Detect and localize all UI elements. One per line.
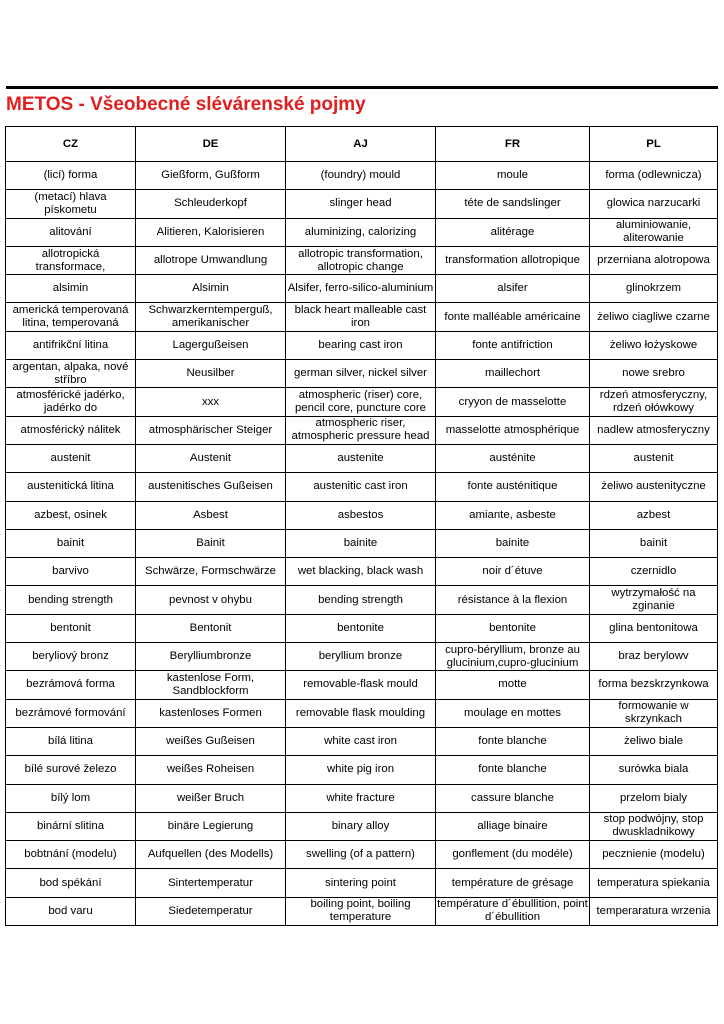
cell-pl: żeliwo łożyskowe [590, 331, 718, 359]
table-row [6, 360, 718, 388]
cell-de: Bentonit [136, 614, 286, 642]
cell-pl: pecznienie (modelu) [590, 841, 718, 869]
cell-pl: żeliwo biale [590, 727, 718, 755]
table-row [6, 529, 718, 557]
cell-fr: austénite [436, 444, 590, 472]
cell-pl: aluminiowanie, aliterowanie [590, 218, 718, 246]
cell-cz: bílý lom [6, 784, 136, 812]
cell-aj: white fracture [286, 784, 436, 812]
cell-fr: transformation allotropique [436, 246, 590, 274]
cell-fr: moulage en mottes [436, 699, 590, 727]
cell-de: Alsimin [136, 275, 286, 303]
cell-fr: fonte austénitique [436, 473, 590, 501]
cell-fr: bentonite [436, 614, 590, 642]
cell-pl: glina bentonitowa [590, 614, 718, 642]
cell-pl: temperatura spiekania [590, 869, 718, 897]
cell-aj: austenitic cast iron [286, 473, 436, 501]
cell-aj: boiling point, boiling temperature [286, 897, 436, 925]
cell-fr: téte de sandslinger [436, 190, 590, 218]
cell-pl: formowanie w skrzynkach [590, 699, 718, 727]
table-row [6, 331, 718, 359]
cell-aj: black heart malleable cast iron [286, 303, 436, 331]
cell-fr: motte [436, 671, 590, 699]
cell-fr: fonte blanche [436, 756, 590, 784]
table-row [6, 501, 718, 529]
cell-cz: (metací) hlava pískometu [6, 190, 136, 218]
table-row [6, 303, 718, 331]
cell-cz: bending strength [6, 586, 136, 614]
table-row [6, 416, 718, 444]
cell-fr: fonte malléable américaine [436, 303, 590, 331]
cell-pl: bainit [590, 529, 718, 557]
cell-de: Gießform, Gußform [136, 162, 286, 190]
table-row [6, 275, 718, 303]
table-row [6, 388, 718, 416]
cell-de: binäre Legierung [136, 812, 286, 840]
cell-aj: beryllium bronze [286, 643, 436, 671]
cell-fr: alsifer [436, 275, 590, 303]
table-row [6, 473, 718, 501]
cell-pl: czernidlo [590, 558, 718, 586]
top-rule [6, 86, 718, 89]
table-row [6, 897, 718, 925]
cell-cz: beryliový bronz [6, 643, 136, 671]
table-row [6, 812, 718, 840]
cell-de: kastenlose Form, Sandblockform [136, 671, 286, 699]
table-row [6, 190, 718, 218]
header-fr: FR [436, 127, 590, 162]
table-row [6, 218, 718, 246]
table-row [6, 643, 718, 671]
cell-fr: maillechort [436, 360, 590, 388]
cell-aj: aluminizing, calorizing [286, 218, 436, 246]
cell-pl: glinokrzem [590, 275, 718, 303]
cell-de: Bainit [136, 529, 286, 557]
glossary-table [5, 126, 718, 926]
cell-cz: bezrámová forma [6, 671, 136, 699]
table-row [6, 671, 718, 699]
cell-pl: forma bezskrzynkowa [590, 671, 718, 699]
cell-de: Asbest [136, 501, 286, 529]
cell-aj: allotropic transformation, allotropic change [286, 246, 436, 274]
cell-cz: bainit [6, 529, 136, 557]
cell-de: austenitisches Gußeisen [136, 473, 286, 501]
cell-pl: nadlew atmosferyczny [590, 416, 718, 444]
cell-cz: antifrikční litina [6, 331, 136, 359]
table-row [6, 699, 718, 727]
cell-de: Austenit [136, 444, 286, 472]
cell-cz: atmosférické jadérko, jadérko do [6, 388, 136, 416]
cell-aj: bearing cast iron [286, 331, 436, 359]
table-row [6, 756, 718, 784]
cell-aj: sintering point [286, 869, 436, 897]
cell-fr: fonte antifriction [436, 331, 590, 359]
cell-cz: bod spékání [6, 869, 136, 897]
header-pl: PL [590, 127, 718, 162]
cell-aj: bending strength [286, 586, 436, 614]
cell-de: weißes Roheisen [136, 756, 286, 784]
cell-pl: temperaratura wrzenia [590, 897, 718, 925]
cell-de: weißes Gußeisen [136, 727, 286, 755]
cell-fr: température d´ébullition, point d´ébullition [436, 897, 590, 925]
cell-fr: alitérage [436, 218, 590, 246]
cell-pl: forma (odlewnicza) [590, 162, 718, 190]
cell-cz: bobtnání (modelu) [6, 841, 136, 869]
cell-fr: cupro-béryllium, bronze au glucinium,cupro-glucinium [436, 643, 590, 671]
cell-fr: fonte blanche [436, 727, 590, 755]
cell-pl: wytrzymałość na zginanie [590, 586, 718, 614]
cell-de: weißer Bruch [136, 784, 286, 812]
cell-cz: americká temperovaná litina, temperovaná [6, 303, 136, 331]
cell-de: kastenloses Formen [136, 699, 286, 727]
cell-de: Schwärze, Formschwärze [136, 558, 286, 586]
cell-pl: przerniana alotropowa [590, 246, 718, 274]
table-row [6, 558, 718, 586]
page-title: METOS - Všeobecné slévárenské pojmy [6, 94, 366, 115]
cell-cz: bentonit [6, 614, 136, 642]
table-row [6, 869, 718, 897]
cell-aj: binary alloy [286, 812, 436, 840]
cell-pl: braz berylowv [590, 643, 718, 671]
cell-de: Sintertemperatur [136, 869, 286, 897]
cell-de: pevnost v ohybu [136, 586, 286, 614]
cell-fr: cassure blanche [436, 784, 590, 812]
cell-pl: austenit [590, 444, 718, 472]
cell-aj: removable flask moulding [286, 699, 436, 727]
table-row [6, 784, 718, 812]
cell-cz: austenitická litina [6, 473, 136, 501]
cell-de: Schleuderkopf [136, 190, 286, 218]
cell-cz: alitování [6, 218, 136, 246]
cell-de: Aufquellen (des Modells) [136, 841, 286, 869]
cell-pl: azbest [590, 501, 718, 529]
cell-aj: Alsifer, ferro-silico-aluminium [286, 275, 436, 303]
cell-cz: bílá litina [6, 727, 136, 755]
table-row [6, 586, 718, 614]
header-cz: CZ [6, 127, 136, 162]
cell-cz: bod varu [6, 897, 136, 925]
header-aj: AJ [286, 127, 436, 162]
cell-fr: température de grésage [436, 869, 590, 897]
table-row [6, 444, 718, 472]
cell-aj: austenite [286, 444, 436, 472]
cell-pl: przelom bialy [590, 784, 718, 812]
table-row [6, 614, 718, 642]
cell-fr: résistance à la flexion [436, 586, 590, 614]
cell-pl: żeliwo austenityczne [590, 473, 718, 501]
cell-aj: removable-flask mould [286, 671, 436, 699]
cell-pl: stop podwójny, stop dwuskladnikowy [590, 812, 718, 840]
cell-de: Lagergußeisen [136, 331, 286, 359]
cell-de: allotrope Umwandlung [136, 246, 286, 274]
cell-aj: atmospheric riser, atmospheric pressure head [286, 416, 436, 444]
cell-pl: surówka biala [590, 756, 718, 784]
table-row [6, 727, 718, 755]
cell-de: atmosphärischer Steiger [136, 416, 286, 444]
cell-de: Schwarzkerntemperguß, amerikanischer [136, 303, 286, 331]
cell-aj: slinger head [286, 190, 436, 218]
cell-aj: german silver, nickel silver [286, 360, 436, 388]
cell-aj: atmospheric (riser) core, pencil core, puncture core [286, 388, 436, 416]
cell-de: xxx [136, 388, 286, 416]
cell-fr: alliage binaire [436, 812, 590, 840]
cell-de: Siedetemperatur [136, 897, 286, 925]
cell-pl: rdzeń atmosferyczny, rdzeń ołówkowy [590, 388, 718, 416]
cell-fr: cryyon de masselotte [436, 388, 590, 416]
cell-cz: azbest, osinek [6, 501, 136, 529]
table-row [6, 162, 718, 190]
cell-fr: moule [436, 162, 590, 190]
cell-fr: masselotte atmosphérique [436, 416, 590, 444]
cell-aj: white cast iron [286, 727, 436, 755]
cell-pl: glowica narzucarki [590, 190, 718, 218]
cell-de: Alitieren, Kalorisieren [136, 218, 286, 246]
header-de: DE [136, 127, 286, 162]
cell-aj: (foundry) mould [286, 162, 436, 190]
cell-aj: bainite [286, 529, 436, 557]
cell-cz: atmosférický nálitek [6, 416, 136, 444]
cell-aj: wet blacking, black wash [286, 558, 436, 586]
cell-fr: amiante, asbeste [436, 501, 590, 529]
header-row [6, 127, 718, 162]
cell-fr: noir d´étuve [436, 558, 590, 586]
cell-de: Berylliumbronze [136, 643, 286, 671]
cell-aj: asbestos [286, 501, 436, 529]
cell-aj: white pig iron [286, 756, 436, 784]
cell-aj: swelling (of a pattern) [286, 841, 436, 869]
cell-pl: nowe srebro [590, 360, 718, 388]
cell-cz: alsimin [6, 275, 136, 303]
cell-cz: bílé surové železo [6, 756, 136, 784]
cell-cz: (licí) forma [6, 162, 136, 190]
table-row [6, 841, 718, 869]
cell-cz: austenit [6, 444, 136, 472]
cell-cz: barvivo [6, 558, 136, 586]
table-row [6, 246, 718, 274]
cell-cz: binární slitina [6, 812, 136, 840]
cell-aj: bentonite [286, 614, 436, 642]
cell-de: Neusilber [136, 360, 286, 388]
cell-cz: argentan, alpaka, nové stříbro [6, 360, 136, 388]
cell-fr: gonflement (du modéle) [436, 841, 590, 869]
cell-cz: allotropická transformace, [6, 246, 136, 274]
cell-cz: bezrámové formování [6, 699, 136, 727]
cell-pl: żeliwo ciagliwe czarne [590, 303, 718, 331]
cell-fr: bainite [436, 529, 590, 557]
